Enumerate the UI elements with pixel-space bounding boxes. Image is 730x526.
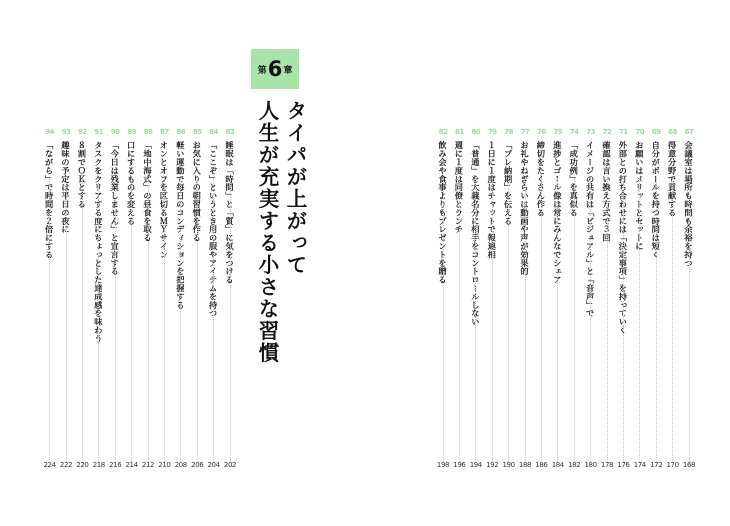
toc-entry-title: 確認は言い換え方式で３回 — [602, 141, 612, 242]
toc-entry-page: 190 — [502, 461, 515, 469]
toc-entry-page: 182 — [568, 461, 581, 469]
toc-entry-page: 206 — [191, 461, 204, 469]
chapter-badge — [251, 49, 299, 89]
toc-entry-number: 91 — [94, 128, 104, 136]
chapter-prefix: 第 — [257, 65, 267, 76]
dotted-leader — [131, 178, 132, 462]
toc-entry-page: 204 — [207, 461, 220, 469]
toc-entry-page: 194 — [469, 461, 482, 469]
toc-entry[interactable] — [503, 128, 515, 488]
dotted-leader — [459, 178, 460, 462]
toc-entry[interactable] — [191, 128, 203, 488]
toc-entry-page: 222 — [59, 461, 73, 469]
dotted-leader — [623, 178, 624, 462]
toc-entry-page: 178 — [600, 461, 614, 469]
toc-entry-title: １日に１度はチャットで報連相 — [487, 141, 498, 259]
toc-entry-title: 口にするものを変える — [126, 141, 137, 225]
toc-entry[interactable] — [158, 128, 170, 488]
toc-entry[interactable] — [60, 128, 72, 488]
dotted-leader — [574, 178, 575, 462]
dotted-leader — [164, 178, 165, 462]
dotted-leader — [689, 178, 690, 462]
dotted-leader — [197, 178, 198, 462]
toc-entry-title: オンとオフを区切るＭＹサイン — [159, 141, 170, 259]
toc-entry[interactable] — [601, 128, 613, 488]
toc-entry-page: 184 — [551, 461, 564, 469]
toc-entry-page: 196 — [453, 461, 466, 469]
toc-entry-title: 「プレ納期」を伝える — [503, 141, 514, 225]
toc-entry-title: 会議室は場所も時間も余裕を持つ — [684, 141, 694, 267]
toc-entry-title: 「ながら」で時間を２倍にする — [44, 141, 55, 259]
toc-entry-number: 93 — [61, 128, 71, 136]
toc-entry-number: 87 — [160, 128, 169, 136]
toc-entry-page: 192 — [486, 461, 499, 469]
toc-entry-title: イメージの共有は「ビジュアル」と「音声」で — [585, 141, 596, 318]
toc-entry[interactable] — [109, 128, 121, 488]
toc-entry-page: 218 — [92, 461, 105, 469]
toc-entry-number: 77 — [520, 128, 530, 136]
dotted-leader — [492, 178, 493, 462]
toc-entry-number: 86 — [176, 128, 186, 136]
toc-entry[interactable] — [76, 128, 88, 488]
toc-entry-page: 216 — [109, 461, 122, 469]
toc-entry[interactable] — [552, 128, 564, 488]
toc-entry-number: 89 — [127, 128, 136, 136]
toc-entry-title: 得意分野で貢献する — [667, 141, 678, 217]
toc-entry-title: 「今日は残業しません」と宣言する — [110, 141, 121, 276]
dotted-leader — [49, 178, 50, 462]
dotted-leader — [66, 178, 67, 462]
toc-entry-title: 軽い運動で毎日のコンディションを把握する — [175, 141, 186, 309]
toc-entry-number: 94 — [45, 128, 54, 136]
toc-entry-title: 趣味の予定は平日の夜に — [61, 141, 71, 234]
toc-entry-title: お気に入りの朝習慣を作る — [192, 141, 203, 242]
toc-entry-page: 214 — [125, 461, 138, 469]
toc-entry-title: 週に１度は同僚とランチ — [454, 141, 465, 234]
toc-entry-title: 「地中海式」の昼食を取る — [143, 141, 153, 242]
toc-entry-page: 170 — [666, 461, 679, 469]
toc-entry-title: 睡眠は「時間」と「質」に気をつける — [225, 141, 235, 284]
toc-entry-number: 69 — [651, 128, 661, 136]
toc-entry[interactable] — [44, 128, 56, 488]
dotted-leader — [475, 178, 476, 462]
toc-entry-number: 83 — [225, 128, 235, 136]
toc-entry-title: 締切をたくさん作る — [536, 141, 547, 217]
toc-entry[interactable] — [667, 128, 679, 488]
toc-entry[interactable] — [634, 128, 646, 488]
toc-entry-number: 81 — [455, 128, 464, 136]
toc-entry-page: 168 — [682, 461, 696, 469]
toc-entry-number: 75 — [553, 128, 563, 136]
dotted-leader — [557, 178, 558, 462]
toc-entry[interactable] — [650, 128, 662, 488]
toc-entry-title: 外部との打ち合わせには「決定事項」を持っていく — [618, 141, 629, 335]
toc-entry-number: 88 — [143, 128, 153, 136]
toc-entry-number: 67 — [684, 128, 694, 136]
dotted-leader — [213, 178, 214, 462]
toc-entry-number: 72 — [602, 128, 612, 136]
toc-entry[interactable] — [486, 128, 498, 488]
right-page — [365, 0, 730, 526]
toc-entry[interactable] — [585, 128, 597, 488]
toc-entry-page: 172 — [650, 461, 663, 469]
dotted-leader — [148, 178, 149, 462]
toc-entry-title: 「ここぞ」というとき用の服やアイテムを持つ — [208, 141, 219, 318]
dotted-leader — [590, 178, 591, 462]
toc-entry-title: 「普通」を大義名分に相手をコントロールしない — [470, 141, 481, 326]
toc-entry-page: 212 — [141, 461, 155, 469]
toc-entry[interactable] — [126, 128, 138, 488]
toc-entry[interactable] — [175, 128, 187, 488]
toc-entry-number: 74 — [569, 128, 579, 136]
toc-entry-page: 174 — [633, 461, 646, 469]
chapter-number: 6 — [267, 56, 283, 81]
toc-entry-title: 自分がボールを持つ時間は短く — [651, 141, 662, 259]
toc-entry[interactable] — [453, 128, 465, 488]
dotted-leader — [115, 178, 116, 462]
toc-entry[interactable] — [208, 128, 220, 488]
toc-entry-number: 84 — [209, 128, 218, 136]
toc-entry-number: 78 — [504, 128, 513, 136]
toc-entry-page: 176 — [617, 461, 630, 469]
chapter-title-line2: 人生が充実する小さな習慣 — [255, 100, 279, 364]
toc-entry-number: 82 — [438, 128, 448, 136]
toc-entry[interactable] — [519, 128, 531, 488]
dotted-leader — [82, 178, 83, 462]
toc-entry[interactable] — [617, 128, 629, 488]
toc-entry-page: 180 — [584, 461, 597, 469]
toc-entry-title: 進捗とゴール像は常にみんなでシェア — [552, 141, 563, 284]
toc-entry-number: 73 — [586, 128, 595, 136]
toc-entry[interactable] — [683, 128, 695, 488]
toc-entry-page: 210 — [158, 461, 171, 469]
toc-entry-page: 188 — [518, 461, 532, 469]
toc-entry[interactable] — [535, 128, 547, 488]
toc-entry[interactable] — [224, 128, 236, 488]
dotted-leader — [98, 178, 99, 462]
toc-entry-title: お願いはメリットとセットに — [634, 141, 645, 251]
toc-entry-page: 224 — [43, 461, 56, 469]
chapter-title-line1: タイパが上がって — [283, 100, 307, 276]
dotted-leader — [508, 178, 509, 462]
toc-entry-number: 90 — [110, 128, 120, 136]
dotted-leader — [230, 178, 231, 462]
toc-entry[interactable] — [142, 128, 154, 488]
toc-entry-number: 79 — [487, 128, 497, 136]
toc-entry-number: 92 — [78, 128, 87, 136]
toc-entry-number: 76 — [537, 128, 546, 136]
dotted-leader — [672, 178, 673, 462]
toc-entry-page: 220 — [76, 461, 89, 469]
dotted-leader — [656, 178, 657, 462]
toc-entry-title: 飲み会や食事よりもプレゼントを贈る — [438, 141, 448, 284]
toc-entry-number: 68 — [668, 128, 677, 136]
dotted-leader — [443, 178, 444, 462]
toc-entry[interactable] — [470, 128, 482, 488]
toc-entry-number: 80 — [471, 128, 481, 136]
toc-entry-page: 202 — [223, 461, 237, 469]
toc-entry-number: 85 — [192, 128, 202, 136]
toc-entry-title: タスクをクリアする度にちょっとした達成感を味わう — [93, 141, 104, 343]
toc-entry-page: 208 — [174, 461, 187, 469]
dotted-leader — [639, 178, 640, 462]
toc-entry-title: 「成功例」を真似る — [569, 141, 580, 217]
toc-entry-title: ８割でＯＫとする — [77, 141, 88, 209]
toc-entry-number: 71 — [619, 128, 628, 136]
toc-entry[interactable] — [437, 128, 449, 488]
toc-entry-title: お礼やねぎらいは動画や声が効果的 — [520, 141, 530, 276]
toc-entry[interactable] — [568, 128, 580, 488]
chapter-suffix: 章 — [283, 65, 293, 76]
dotted-leader — [541, 178, 542, 462]
dotted-leader — [525, 178, 526, 462]
toc-entry[interactable] — [93, 128, 105, 488]
dotted-leader — [607, 178, 608, 462]
toc-entry-page: 198 — [436, 461, 450, 469]
dotted-leader — [180, 178, 181, 462]
toc-entry-number: 70 — [635, 128, 645, 136]
toc-entry-page: 186 — [535, 461, 548, 469]
